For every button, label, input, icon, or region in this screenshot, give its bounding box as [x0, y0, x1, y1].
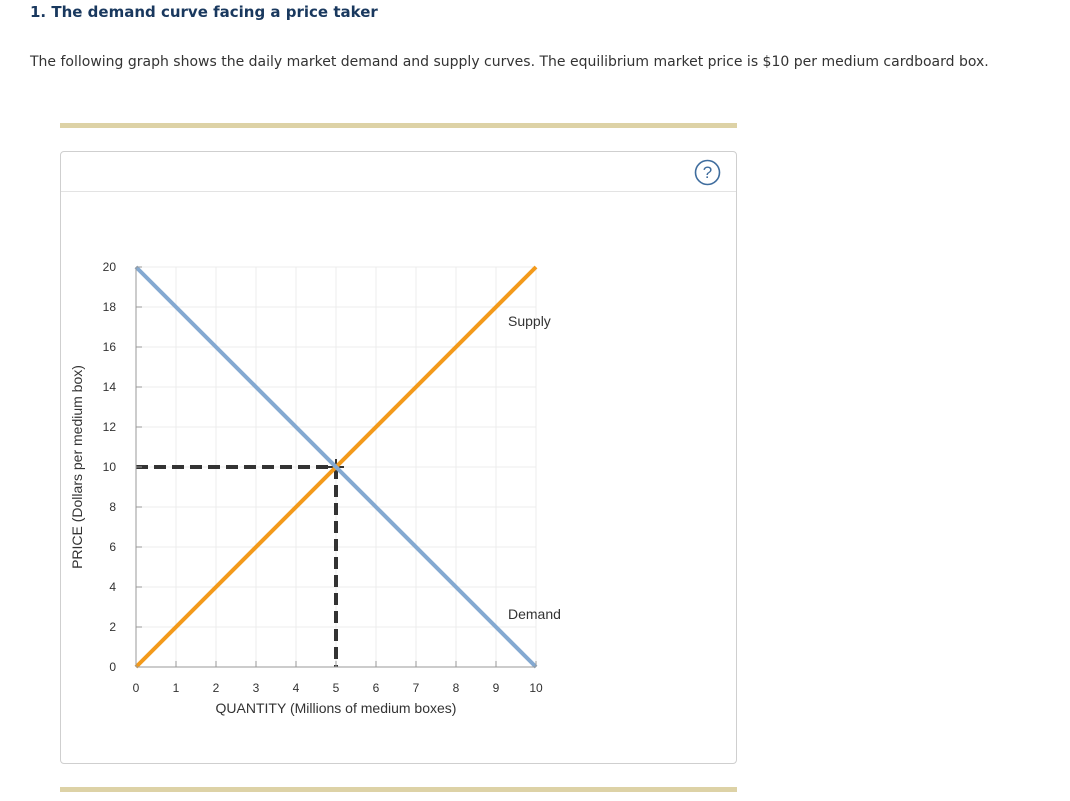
top-divider	[60, 123, 737, 128]
question-title: 1. The demand curve facing a price taker	[30, 3, 378, 21]
x-tick-label: 8	[452, 681, 460, 695]
help-icon-glyph: ?	[702, 163, 713, 182]
x-tick-label: 1	[172, 681, 180, 695]
y-tick-label: 0	[109, 660, 116, 674]
x-tick-label: 4	[292, 681, 300, 695]
x-tick-label: 9	[492, 681, 500, 695]
y-axis-title: PRICE (Dollars per medium box)	[69, 365, 85, 569]
y-tick-label: 18	[102, 300, 116, 314]
x-tick-label: 2	[212, 681, 220, 695]
y-tick-label: 2	[109, 620, 116, 634]
x-tick-label: 6	[372, 681, 380, 695]
bottom-divider	[60, 787, 737, 792]
question-text: The following graph shows the daily market demand and supply curves. The equilibrium market price is $10 per medium cardboard box.	[30, 54, 989, 70]
x-tick-label: 10	[529, 681, 543, 695]
x-tick-label: 0	[132, 681, 140, 695]
y-tick-label: 8	[109, 500, 116, 514]
y-tick-label: 14	[102, 380, 116, 394]
graph-panel	[60, 151, 737, 764]
x-tick-label: 7	[412, 681, 420, 695]
y-tick-label: 16	[102, 340, 116, 354]
y-tick-label: 6	[109, 540, 116, 554]
x-tick-label: 5	[332, 681, 340, 695]
y-tick-label: 20	[102, 260, 116, 274]
y-tick-label: 12	[102, 420, 116, 434]
y-tick-label: 10	[102, 460, 116, 474]
demand-curve-label: Demand	[508, 606, 561, 622]
supply-curve-label: Supply	[508, 313, 551, 329]
x-axis-title: QUANTITY (Millions of medium boxes)	[215, 700, 457, 716]
chart	[61, 152, 736, 763]
y-tick-label: 4	[109, 580, 116, 594]
x-tick-label: 3	[252, 681, 260, 695]
